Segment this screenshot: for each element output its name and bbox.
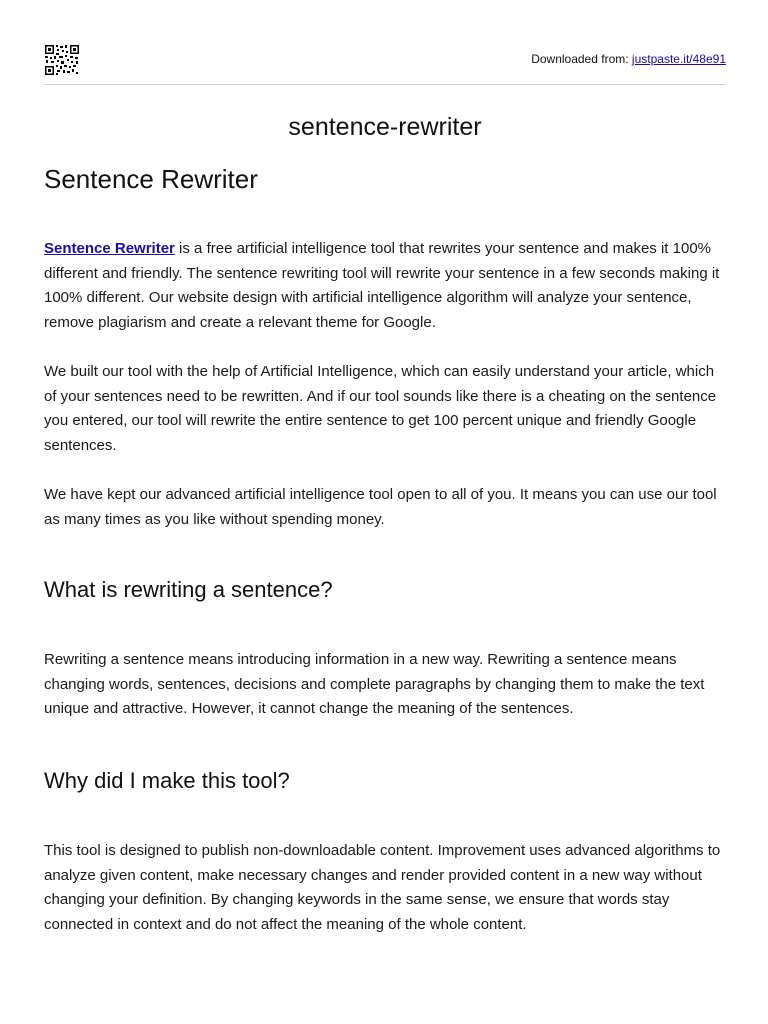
page-heading: Sentence Rewriter: [44, 164, 258, 194]
page-header: [44, 44, 726, 85]
sentence-rewriter-link[interactable]: Sentence Rewriter: [44, 240, 175, 257]
source-link[interactable]: justpaste.it/48e91: [631, 52, 726, 66]
downloaded-from: [531, 52, 726, 66]
qr-code-icon: [44, 44, 80, 76]
paragraph-3: We have kept our advanced artificial intelligence tool open to all of you. It means you can use our tool as many times as you like without spending money.: [44, 486, 717, 528]
section-body-why: This tool is designed to publish non-downloadable content. Improvement uses advanced algorithms to analyze given content, make necessary changes and render provided content in a new way without changing your definition. By changing keywords in the same sense, we ensure that words stay connected in context and do not affect the meaning of the whole content.: [44, 842, 721, 933]
paragraph-2: We built our tool with the help of Artificial Intelligence, which can easily understand your article, which of your sentences need to be rewritten. And if our tool sounds like there is a cheating on the sentence you entered, our tool will rewrite the entire sentence to get 100 percent unique and friendly Google sentences.: [44, 363, 717, 454]
section-heading-why: Why did I make this tool?: [44, 768, 290, 793]
section-heading-what: What is rewriting a sentence?: [44, 577, 333, 602]
intro-text: is a free artificial intelligence tool that rewrites your sentence and makes it 100% different and friendly. The sentence rewriting tool will rewrite your sentence in a few seconds making it 100% different. Our website design with artificial intelligence algorithm will analyze your sentence, remove plagiarism and create a relevant theme for Google.: [44, 240, 720, 331]
section-body-what: Rewriting a sentence means introducing information in a new way. Rewriting a sentence means changing words, sentences, decisions and complete paragraphs by changing them to make the text unique and attractive. However, it cannot change the meaning of the sentences.: [44, 651, 705, 718]
document-title: sentence-rewriter: [288, 113, 482, 141]
intro-paragraph: [44, 237, 728, 335]
downloaded-label: Downloaded from:: [531, 52, 629, 66]
